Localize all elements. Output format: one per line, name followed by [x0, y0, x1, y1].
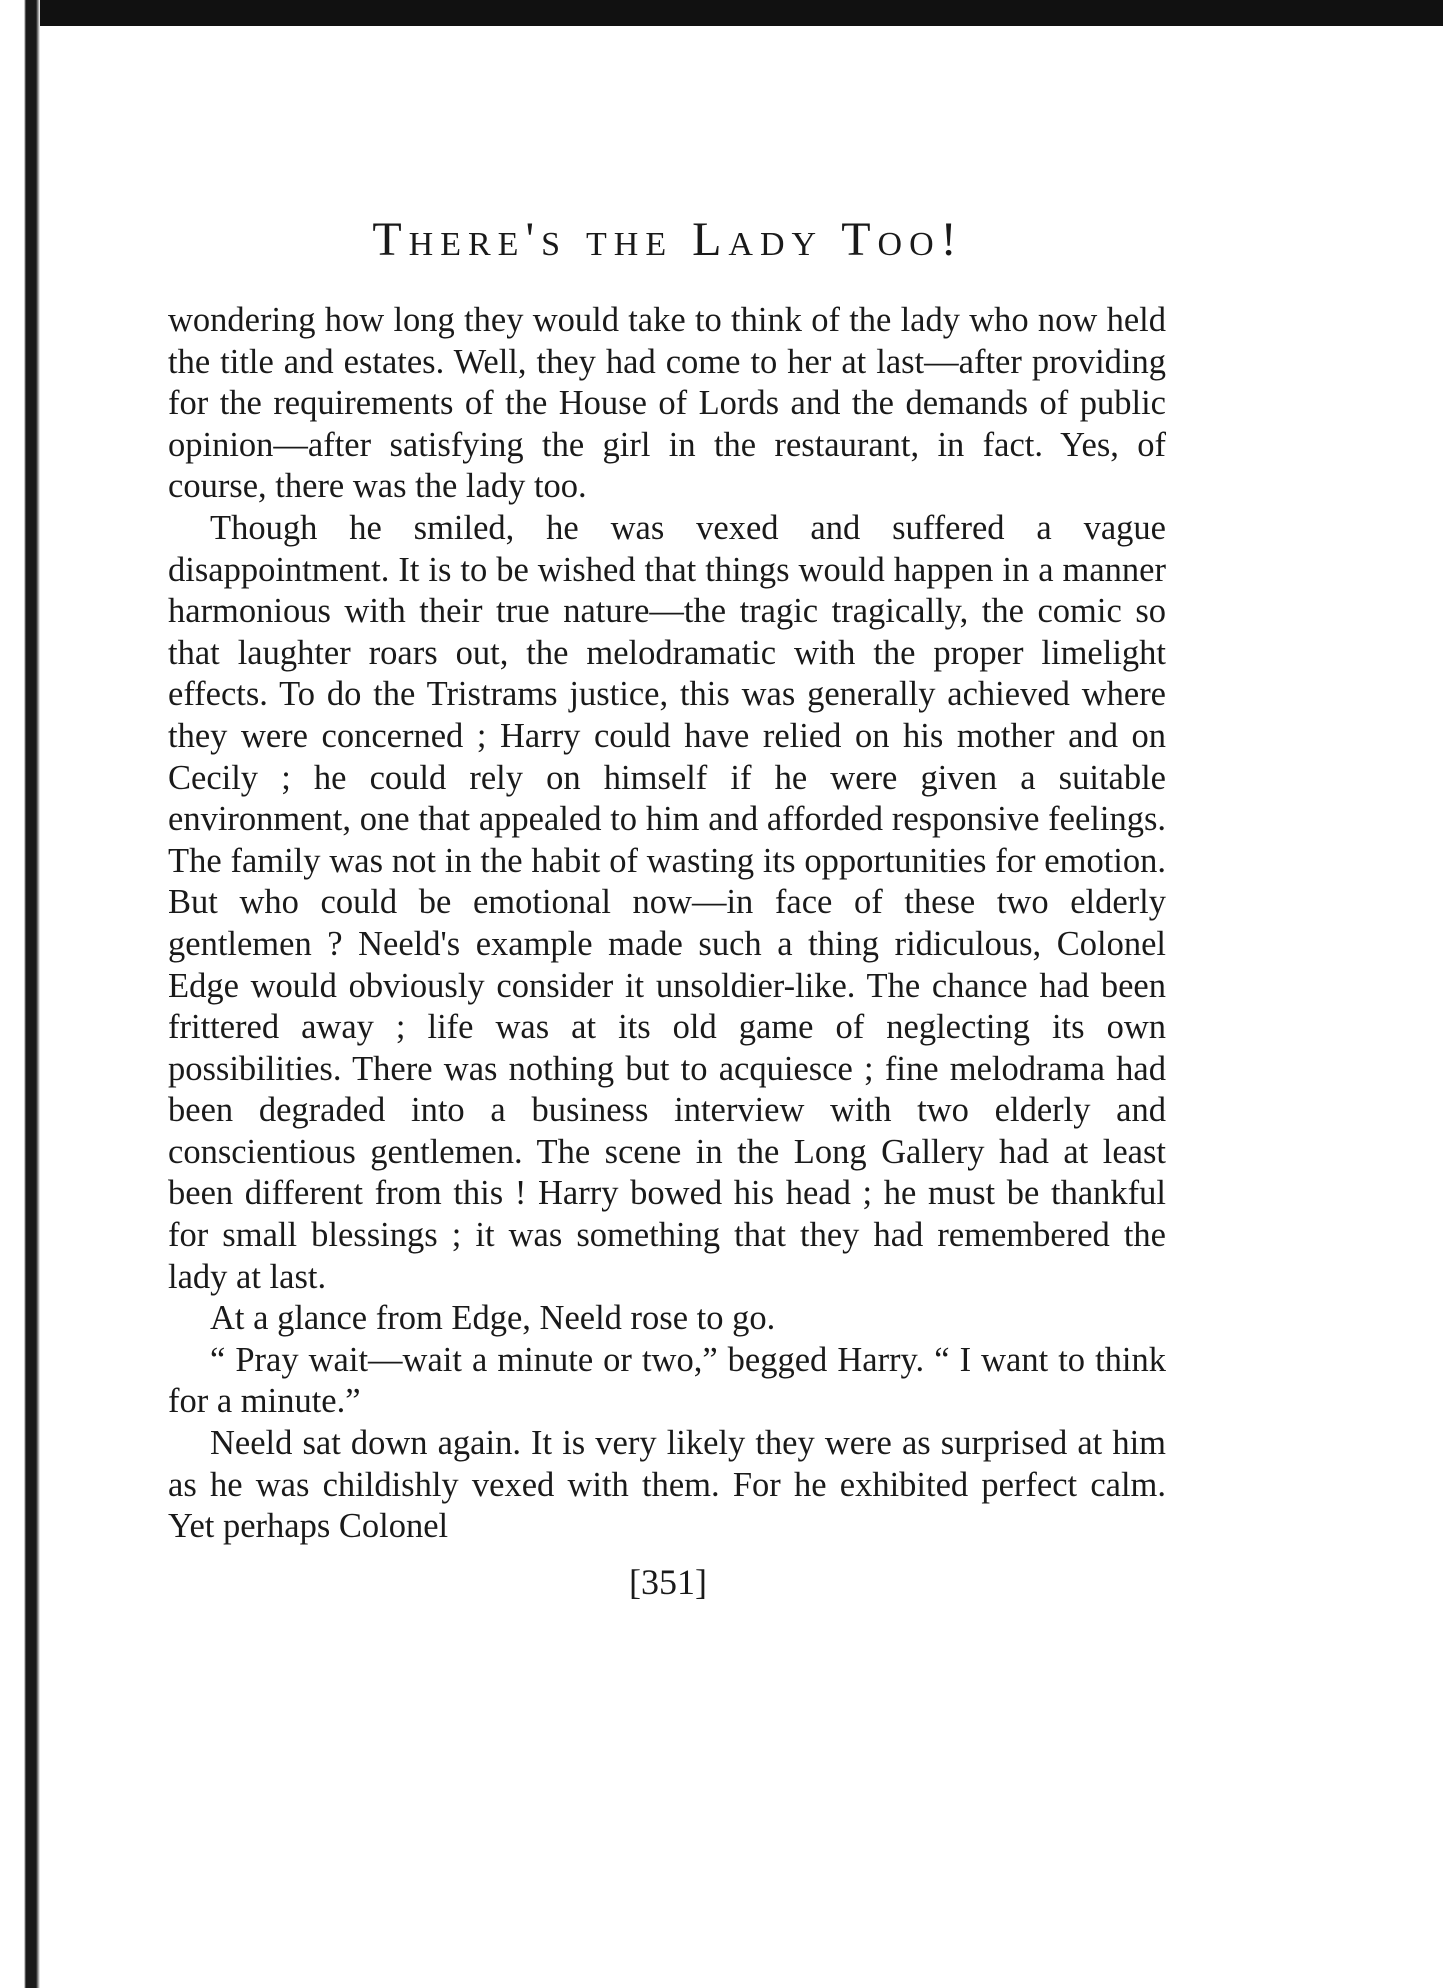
- top-border-rule: [0, 0, 1443, 26]
- left-border-rule: [0, 0, 40, 1988]
- paragraph: “ Pray wait—wait a minute or two,” begged Harry. “ I want to think for a minute.”: [168, 1340, 1166, 1421]
- running-title: There's the Lady Too!: [372, 213, 964, 266]
- paragraph: At a glance from Edge, Neeld rose to go.: [210, 1299, 776, 1338]
- paragraph: wondering how long they would take to think of the lady who now held the title and estates. Well, they had come to her at last—after providing for the requirements of the House of Lords and the demands of public opinion—after satisfying the girl in the restaurant, in fact. Yes, of course, there was the lady too.: [168, 301, 1166, 506]
- book-page: [168, 210, 1168, 1604]
- page-number: [351]: [629, 1561, 707, 1602]
- page-body: [168, 300, 1166, 1548]
- paragraph: Neeld sat down again. It is very likely they were as surprised at him as he was childishly vexed with them. For he exhibited perfect calm. Yet perhaps Colonel: [168, 1424, 1166, 1546]
- paragraph: Though he smiled, he was vexed and suffered a vague disappointment. It is to be wished that things would happen in a manner harmonious with their true nature—the tragic tragically, the comic so that laughter roars out, the melodramatic with the proper limelight effects. To do the Tristrams justice, this was generally achieved where they were concerned ; Harry could have relied on his mother and on Cecily ; he could rely on himself if he were given a suitable environment, one that appealed to him and afforded responsive feelings. The family was not in the habit of wasting its opportunities for emotion. But who could be emotional now—in face of these two elderly gentlemen ? Neeld's example made such a thing ridiculous, Colonel Edge would obviously consider it unsoldier-like. The chance had been frittered away ; life was at its old game of neglecting its own possibilities. There was nothing but to acquiesce ; fine melodrama had been degraded into a business interview with two elderly and conscientious gentlemen. The scene in the Long Gallery had at least been different from this ! Harry bowed his head ; he must be thankful for small blessings ; it was something that they had remembered the lady at last.: [168, 508, 1166, 1296]
